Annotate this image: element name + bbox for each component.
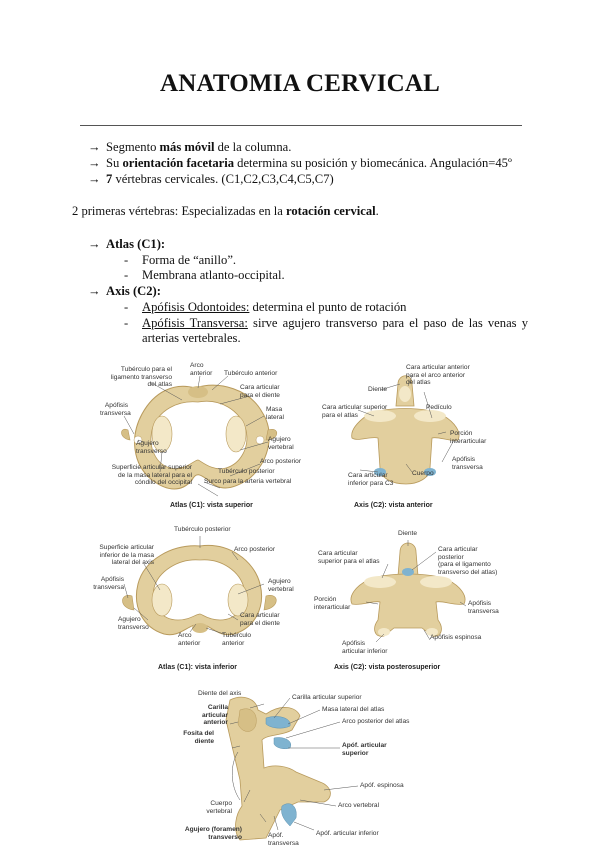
label-agujero-transverso: Agujero (foramen) transverso bbox=[184, 826, 242, 841]
label-apofisis-espinosa: Apófisis espinosa bbox=[430, 634, 482, 641]
dash-icon: - bbox=[124, 300, 129, 314]
atlas-heading bbox=[88, 237, 165, 252]
axis-heading-text: Axis (C2): bbox=[106, 284, 161, 298]
arrow-icon: → bbox=[88, 140, 101, 154]
bullet-bold: 7 bbox=[106, 172, 113, 186]
bullet-bold: orientación facetaria bbox=[122, 156, 235, 170]
label-pediculo: Pedículo bbox=[426, 404, 452, 411]
caption-atlas-inferior: Atlas (C1): vista inferior bbox=[158, 664, 237, 671]
label-cuerpo-vertebral: Cuerpo vertebral bbox=[206, 800, 232, 815]
label-tuberculo-ligamento: Tubérculo para el ligamento transverso del atlas bbox=[110, 366, 172, 388]
label-cara-articular-superior: Cara articular superior para el atlas bbox=[318, 550, 380, 565]
label-diente-del-axis: Diente del axis bbox=[198, 690, 242, 697]
axis-term: Apófisis Transversa: bbox=[142, 316, 248, 330]
label-cara-articular-diente: Cara articular para el diente bbox=[240, 612, 280, 627]
label-cara-articular-inferior: Cara articular inferior para C3 bbox=[348, 472, 394, 487]
bullet-bold: más móvil bbox=[159, 140, 215, 154]
label-apof-espinosa: Apóf. espinosa bbox=[360, 782, 404, 789]
label-agujero-vertebral: Agujero vertebral bbox=[268, 436, 294, 451]
label-superficie-articular-inferior: Superficie articular inferior de la masa lateral del axis bbox=[99, 544, 154, 566]
label-cara-articular-posterior: Cara articular posterior (para el ligamento transverso del atlas) bbox=[438, 546, 498, 576]
dash-icon: - bbox=[124, 253, 129, 267]
axis-term: Apófisis Odontoides: bbox=[142, 300, 250, 314]
caption-axis-posterosuperior: Axis (C2): vista posterosuperior bbox=[334, 664, 441, 671]
label-arco-posterior-atlas: Arco posterior del atlas bbox=[342, 718, 410, 725]
arrow-icon: → bbox=[88, 172, 101, 186]
label-diente: Diente bbox=[368, 386, 388, 393]
label-cuerpo: Cuerpo bbox=[412, 470, 434, 477]
label-apofisis-transversa: Apófisis transversa bbox=[100, 402, 131, 417]
label-tuberculo-posterior: Tubérculo posterior bbox=[218, 468, 275, 475]
label-superficie-articular-superior: Superficie articular superior de la masa lateral para el cóndilo del occipital bbox=[111, 464, 192, 486]
label-diente: Diente bbox=[398, 530, 418, 537]
label-arco-posterior: Arco posterior bbox=[260, 458, 302, 465]
label-tuberculo-anterior: Tubérculo anterior bbox=[222, 632, 252, 647]
atlas-item-2 bbox=[124, 268, 285, 283]
intro-line bbox=[72, 204, 379, 219]
label-fosita-del-diente: Fosita del diente bbox=[183, 730, 214, 745]
intro-bold: rotación cervical bbox=[286, 204, 376, 218]
label-masa-lateral: Masa lateral bbox=[266, 406, 284, 421]
axis-item-2 bbox=[124, 316, 528, 331]
axis-item-text: determina el punto de rotación bbox=[249, 300, 407, 314]
dash-icon: - bbox=[124, 268, 129, 282]
bullet-line-3 bbox=[88, 172, 334, 187]
label-arco-posterior: Arco posterior bbox=[234, 546, 276, 553]
label-carilla-articular-anterior: Carilla articular anterior bbox=[201, 704, 228, 726]
atlas-heading-text: Atlas (C1): bbox=[106, 237, 166, 251]
label-carilla-articular-superior: Carilla articular superior bbox=[292, 694, 362, 701]
label-apofisis-articular-inferior: Apófisis articular inferior bbox=[342, 640, 388, 655]
label-cara-articular-diente: Cara articular para el diente bbox=[240, 384, 280, 399]
bullet-text: Segmento bbox=[106, 140, 160, 154]
title-divider bbox=[80, 125, 522, 126]
bullet-text: Su bbox=[106, 156, 123, 170]
atlas-item-text: Membrana atlanto-occipital. bbox=[142, 268, 285, 282]
label-porcion-interarticular: Porción interarticular bbox=[314, 596, 351, 611]
intro-text: . bbox=[375, 204, 379, 218]
label-agujero-transverso: Agujero transverso bbox=[136, 440, 167, 455]
caption-axis-anterior: Axis (C2): vista anterior bbox=[354, 502, 433, 509]
label-agujero-transverso: Agujero transverso bbox=[118, 616, 149, 631]
intro-text: 2 primeras vértebras: Especializadas en la bbox=[72, 204, 286, 218]
figure-c1-c2-lateral bbox=[170, 690, 430, 848]
label-apof-transversa: Apóf. transversa bbox=[268, 832, 299, 847]
arrow-icon: → bbox=[88, 237, 101, 251]
bullet-text: de la columna. bbox=[214, 140, 292, 154]
label-surco-arteria: Surco para la arteria vertebral bbox=[204, 478, 292, 485]
figure-atlas-inferior bbox=[88, 524, 298, 674]
label-porcion-interarticular: Porción interarticular bbox=[450, 430, 487, 445]
page-title: ANATOMIA CERVICAL bbox=[159, 70, 441, 97]
axis-heading bbox=[88, 284, 161, 299]
bullet-text: determina su posición y biomecánica. Angulación=45º bbox=[234, 156, 512, 170]
figure-axis-anterior bbox=[322, 362, 502, 517]
atlas-item-1 bbox=[124, 253, 236, 268]
label-arco-anterior: Arco anterior bbox=[178, 632, 201, 647]
bullet-text: vértebras cervicales. (C1,C2,C3,C4,C5,C7) bbox=[112, 172, 334, 186]
label-tuberculo-posterior: Tubérculo posterior bbox=[174, 526, 231, 533]
label-apof-articular-superior: Apóf. articular superior bbox=[342, 742, 387, 757]
label-apofisis-transversa: Apófisis transversa bbox=[93, 576, 124, 591]
figure-axis-posterosuperior bbox=[314, 530, 514, 680]
caption-atlas-superior: Atlas (C1): vista superior bbox=[170, 502, 253, 509]
arrow-icon: → bbox=[88, 284, 101, 298]
label-apof-articular-inferior: Apóf. articular inferior bbox=[316, 830, 379, 837]
label-apofisis-transversa: Apófisis transversa bbox=[468, 600, 499, 615]
axis-item-2-cont: arterias vertebrales. bbox=[142, 331, 241, 345]
label-arco-vertebral: Arco vertebral bbox=[338, 802, 380, 809]
label-tuberculo-anterior: Tubérculo anterior bbox=[224, 370, 278, 377]
label-cara-articular-superior: Cara articular superior para el atlas bbox=[322, 404, 388, 419]
figure-atlas-superior bbox=[100, 360, 300, 515]
label-masa-lateral-atlas: Masa lateral del atlas bbox=[322, 706, 385, 713]
bullet-line-2 bbox=[88, 156, 512, 171]
atlas-item-text: Forma de “anillo”. bbox=[142, 253, 237, 267]
dash-icon: - bbox=[124, 316, 129, 330]
label-apofisis-transversa: Apófisis transversa bbox=[452, 456, 483, 471]
label-arco-anterior: Arco anterior bbox=[190, 362, 213, 377]
arrow-icon: → bbox=[88, 156, 101, 170]
axis-item-1 bbox=[124, 300, 406, 315]
axis-item-text: sirve agujero transverso para el paso de las venas y bbox=[247, 316, 528, 330]
label-cara-articular-anterior: Cara articular anterior para el arco anterior del atlas bbox=[406, 364, 470, 386]
label-agujero-vertebral: Agujero vertebral bbox=[268, 578, 294, 593]
bullet-line-1 bbox=[88, 140, 291, 155]
